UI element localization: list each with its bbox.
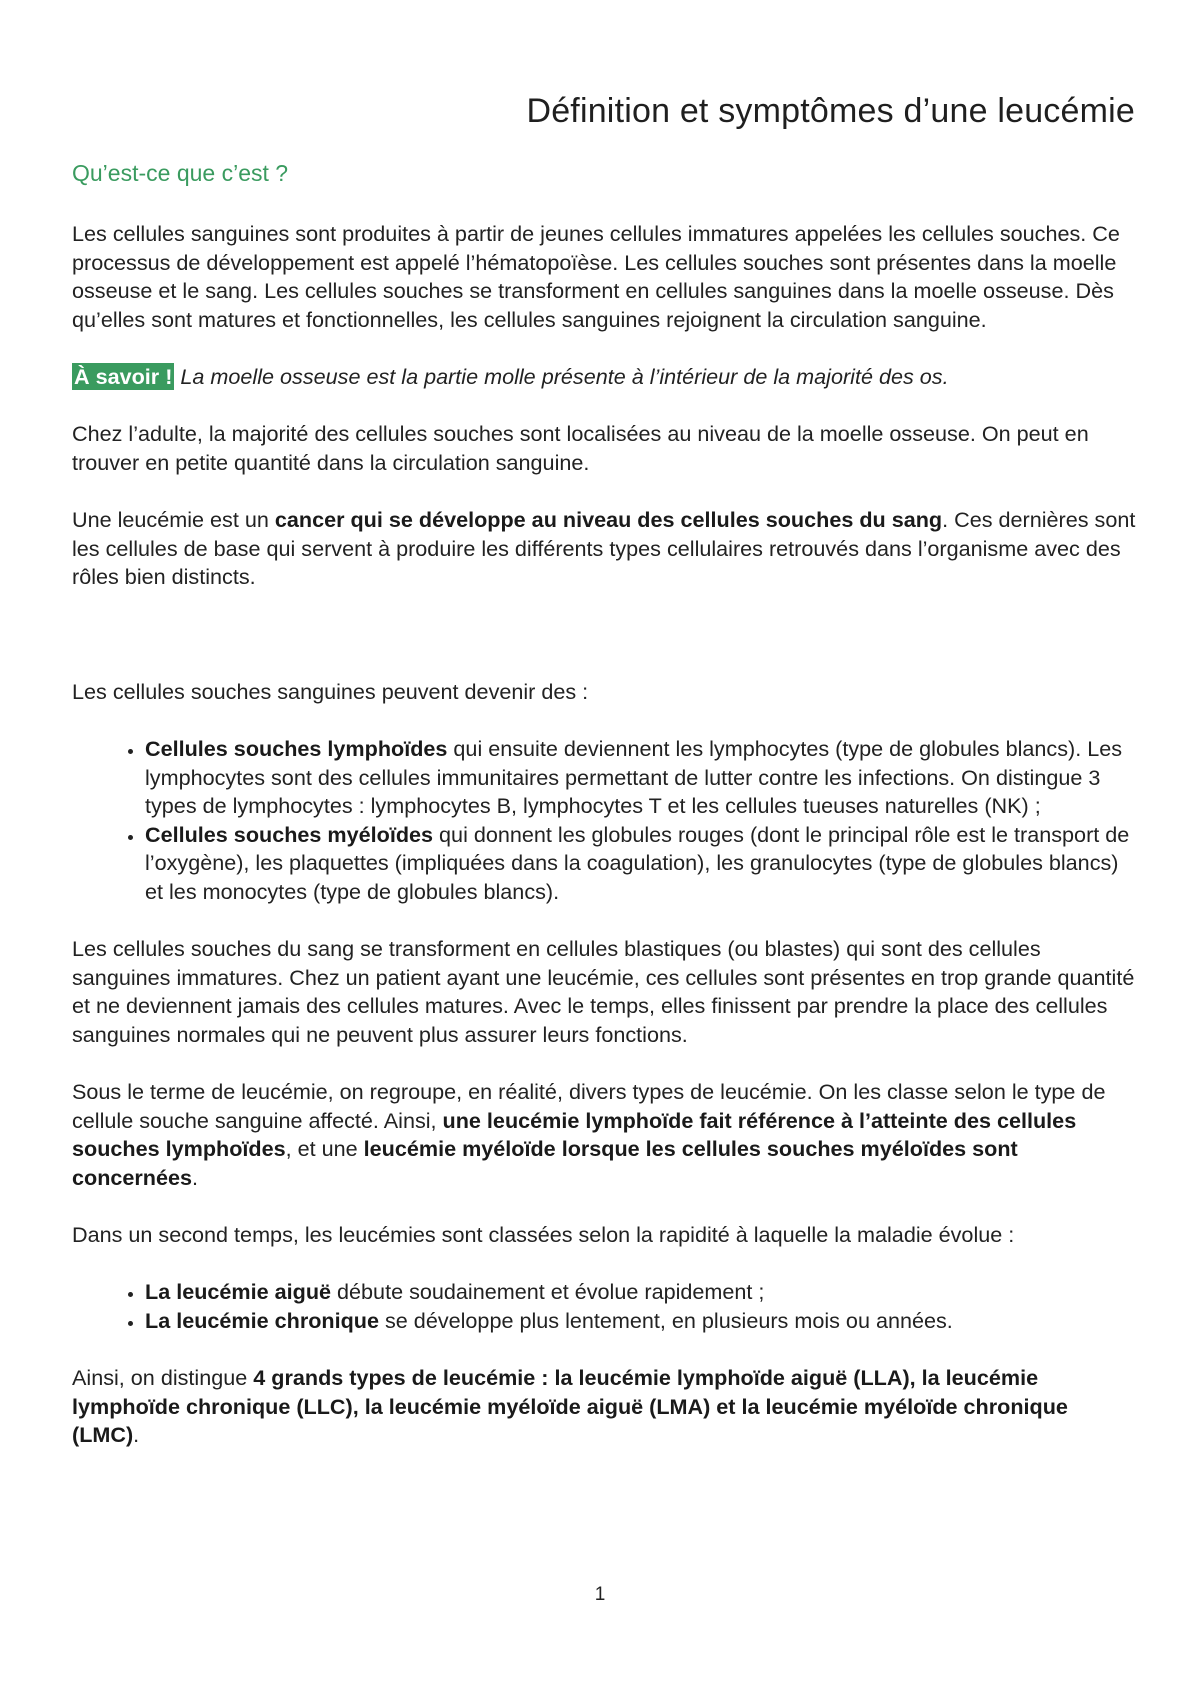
list-item [145,1278,1140,1307]
page-title: Définition et symptômes d’une leucémie [526,92,1135,130]
section-heading: Qu’est-ce que c’est ? [72,160,289,186]
paragraph-definition [72,506,1140,592]
text-run: , et une [285,1136,364,1162]
bold-run: La leucémie chronique [145,1307,379,1333]
text-run: Sous le terme de leucémie, on regroupe, en réalité, divers types de leucémie. On les classe selon le type de cellule souche sanguine affecté. Ainsi, [72,1079,1106,1133]
bold-run: cancer qui se développe au niveau des cellules souches du sang [274,506,943,532]
bold-run: La leucémie aiguë [145,1279,332,1305]
page-number: 1 [594,1584,606,1605]
tip-callout [72,363,1140,392]
text-run: . [133,1422,140,1448]
stem-cell-list [72,735,1140,907]
text-run: qui ensuite deviennent les lymphocytes (type de globules blancs). Les lymphocytes sont des cellules immunitaires permettant de lutter contre les infections. On distingue 3 types de lymphocytes : lymphocytes B, lymphocytes T et les cellules tueuses naturelles (NK) ; [145,735,1123,819]
tip-text: La moelle osseuse est la partie molle présente à l’intérieur de la majorité des os. [174,363,949,389]
speed-list [72,1278,1140,1335]
paragraph-adult: Chez l’adulte, la majorité des cellules souches sont localisées au niveau de la moelle osseuse. On peut en trouver en petite quantité dans la circulation sanguine. [72,421,1089,475]
paragraph-blasts: Les cellules souches du sang se transforment en cellules blastiques (ou blastes) qui sont des cellules sanguines immatures. Chez un patient ayant une leucémie, ces cellules sont présentes en trop grande quantité et ne deviennent jamais des cellules matures. Avec le temps, elles finissent par prendre la place des cellules sanguines normales qui ne peuvent plus assurer leurs fonctions. [72,936,1135,1047]
bold-run: Cellules souches myéloïdes [145,821,434,847]
paragraph-types [72,1364,1140,1450]
text-run: . [192,1164,199,1190]
list-item [145,821,1140,907]
document-body [72,220,1140,1478]
paragraph-speed-intro: Dans un second temps, les leucémies sont classées selon la rapidité à laquelle la maladie évolue : [72,1222,1015,1247]
bold-run: 4 grands types de leucémie : la leucémie lymphoïde aiguë (LLA), la leucémie lymphoïde chronique (LLC), la leucémie myéloïde aiguë (LMA) et la leucémie myéloïde chronique (LMC) [72,1364,1068,1448]
text-run: se développe plus lentement, en plusieurs mois ou années. [379,1307,953,1333]
bold-run: leucémie myéloïde lorsque les cellules souches myéloïdes sont concernées [72,1136,1018,1190]
paragraph-stem-intro: Les cellules souches sanguines peuvent devenir des : [72,678,589,704]
tip-badge: À savoir ! [74,363,173,389]
text-run: Ainsi, on distingue [72,1364,254,1390]
paragraph-classification [72,1078,1140,1192]
text-run: Une leucémie est un [72,506,275,532]
bold-run: une leucémie lymphoïde fait référence à l’atteinte des cellules souches lymphoïdes [72,1107,1077,1162]
list-item [145,1307,1140,1336]
text-run: qui donnent les globules rouges (dont le principal rôle est le transport de l’oxygène), les plaquettes (impliquées dans la coagulation), les granulocytes (type de globules blancs) et les monocytes (type de globules blancs). [145,821,1130,904]
text-run: débute soudainement et évolue rapidement ; [331,1279,765,1305]
paragraph-intro: Les cellules sanguines sont produites à partir de jeunes cellules immatures appelées les cellules souches. Ce processus de développement est appelé l’hématopoïèse. Les cellules souches sont présentes dans la moelle osseuse et le sang. Les cellules souches se transforment en cellules sanguines dans la moelle osseuse. Dès qu’elles sont matures et fonctionnelles, les cellules sanguines rejoignent la circulation sanguine. [72,221,1120,332]
text-run: . Ces dernières sont les cellules de base qui servent à produire les différents types cellulaires retrouvés dans l’organisme avec des rôles bien distincts. [72,506,1136,590]
list-item [145,735,1140,821]
bold-run: Cellules souches lymphoïdes [145,735,448,761]
